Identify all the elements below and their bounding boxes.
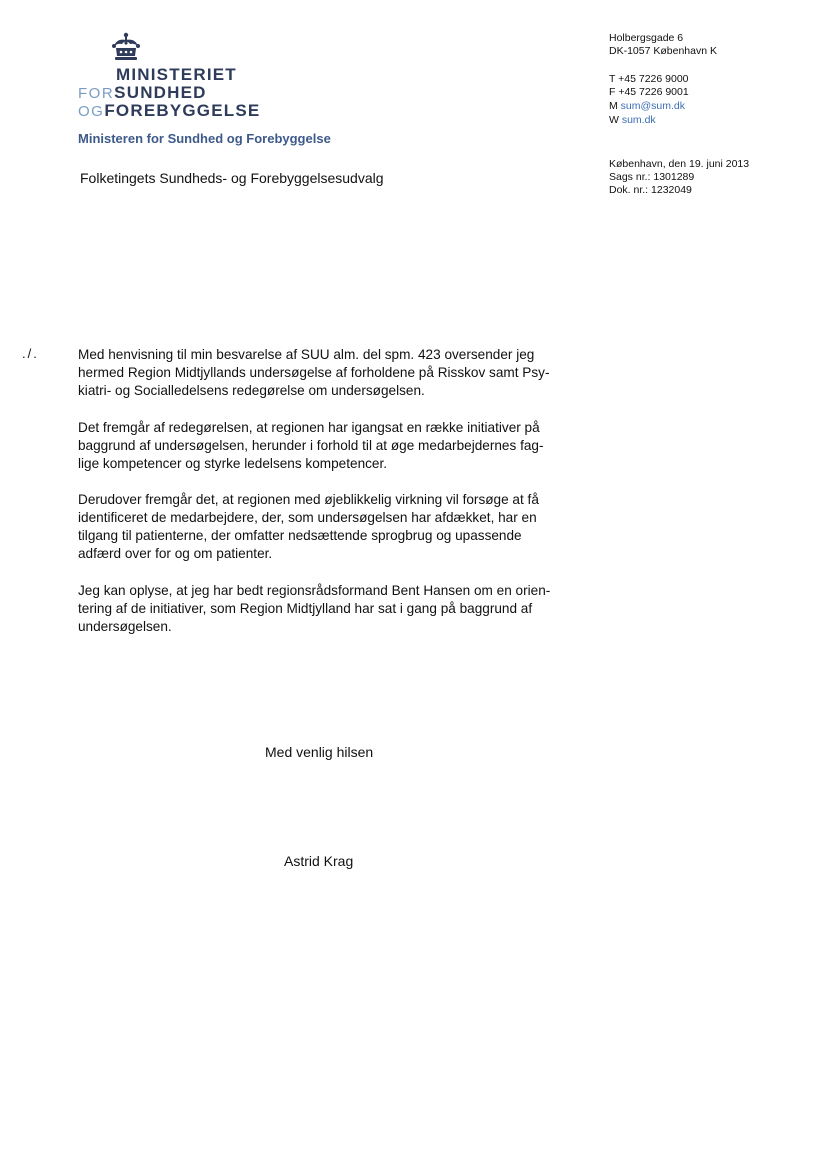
- logo-line-3-big: FOREBYGGELSE: [104, 101, 261, 120]
- paragraph-1: [78, 346, 578, 400]
- paragraph-line: adfærd over for og om patienter.: [78, 546, 273, 561]
- paragraph-3: [78, 491, 578, 563]
- paragraph-2: [78, 419, 578, 473]
- web-link[interactable]: sum.dk: [621, 114, 656, 126]
- paragraph-line: Jeg kan oplyse, at jeg har bedt regionsrådsformand Bent Hansen om en orien-: [78, 583, 551, 598]
- case-number: Sags nr.: 1301289: [609, 171, 695, 183]
- logo-line-2-small: FOR: [78, 85, 115, 102]
- web-row: [609, 114, 656, 127]
- crown-icon: [108, 32, 144, 66]
- paragraph-line: lige kompetencer og styrke ledelsens kompetencer.: [78, 456, 388, 471]
- email-row: [609, 100, 685, 113]
- fax: F +45 7226 9001: [609, 86, 689, 98]
- enclosure-mark: ./.: [22, 346, 39, 361]
- recipient: Folketingets Sundheds- og Forebyggelsesudvalg: [80, 170, 384, 186]
- logo-line-2-big: SUNDHED: [114, 83, 207, 102]
- phone: T +45 7226 9000: [609, 73, 689, 85]
- paragraph-line: kiatri- og Socialledelsens redegørelse om undersøgelsen.: [78, 383, 425, 398]
- paragraph-line: identificeret de medarbejdere, der, som undersøgelsen har afdækket, har en: [78, 510, 537, 525]
- document-number: Dok. nr.: 1232049: [609, 184, 692, 196]
- paragraph-line: baggrund af undersøgelsen, herunder i forhold til at øge medarbejdernes fag-: [78, 438, 544, 453]
- paragraph-line: Med henvisning til min besvarelse af SUU alm. del spm. 423 oversender jeg: [78, 347, 535, 362]
- closing: Med venlig hilsen: [265, 744, 374, 760]
- signature-name: Astrid Krag: [284, 853, 354, 869]
- address-line-2: DK-1057 København K: [609, 45, 717, 57]
- letter-date: København, den 19. juni 2013: [609, 158, 750, 170]
- email-label: M: [609, 100, 618, 112]
- paragraph-line: Derudover fremgår det, at regionen med øjeblikkelig virkning vil forsøge at få: [78, 492, 539, 507]
- logo-line-1: MINISTERIET: [116, 65, 237, 84]
- sender-line: Ministeren for Sundhed og Forebyggelse: [78, 131, 331, 146]
- paragraph-4: [78, 582, 578, 636]
- web-label: W: [609, 114, 619, 126]
- paragraph-line: tilgang til patienterne, der omfatter nedsættende sprogbrug og upassende: [78, 528, 522, 543]
- address-line-1: Holbergsgade 6: [609, 32, 684, 44]
- paragraph-line: hermed Region Midtjyllands undersøgelse af forholdene på Risskov samt Psy-: [78, 365, 550, 380]
- paragraph-line: tering af de initiativer, som Region Midtjylland har sat i gang på baggrund af: [78, 601, 533, 616]
- paragraph-line: Det fremgår af redegørelsen, at regionen har igangsat en række initiativer på: [78, 420, 540, 435]
- logo-line-3: [78, 102, 260, 121]
- paragraph-line: undersøgelsen.: [78, 619, 172, 634]
- email-link[interactable]: sum@sum.dk: [620, 100, 686, 112]
- logo-line-3-small: OG: [78, 103, 105, 120]
